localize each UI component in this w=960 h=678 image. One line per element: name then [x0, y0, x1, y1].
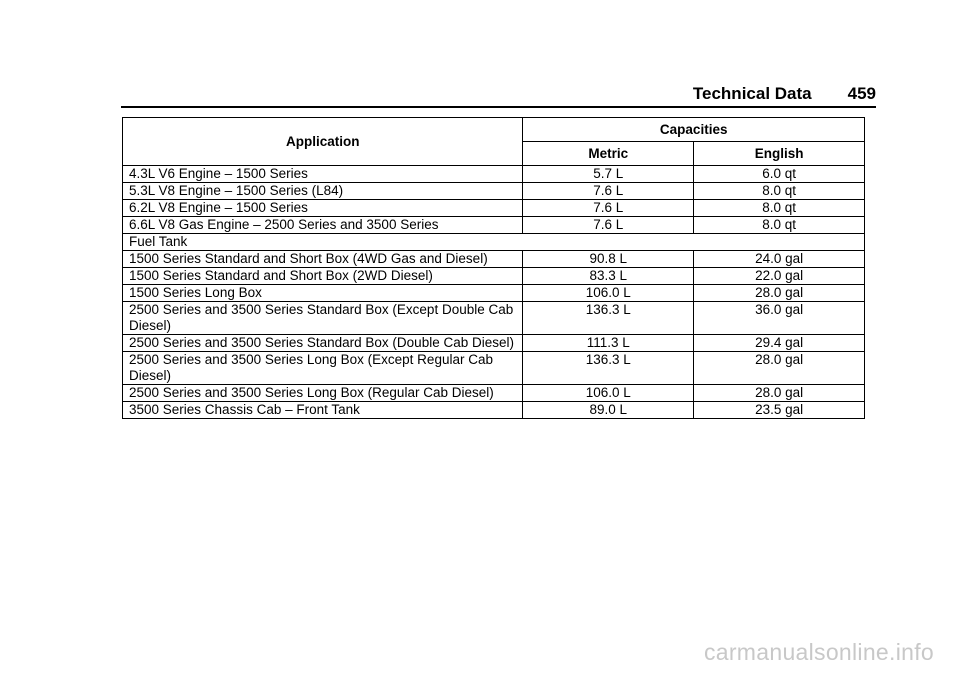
application-cell: 5.3L V8 Engine – 1500 Series (L84): [123, 183, 523, 200]
application-cell: 6.6L V8 Gas Engine – 2500 Series and 3500 Series: [123, 217, 523, 234]
table-row: [123, 352, 865, 385]
english-cell: 22.0 gal: [694, 268, 865, 285]
metric-cell: 90.8 L: [523, 251, 694, 268]
metric-cell: 7.6 L: [523, 183, 694, 200]
application-cell: 1500 Series Long Box: [123, 285, 523, 302]
table-row: [123, 285, 865, 302]
english-cell: 24.0 gal: [694, 251, 865, 268]
table-row: [123, 385, 865, 402]
application-cell: 1500 Series Standard and Short Box (2WD Diesel): [123, 268, 523, 285]
english-cell: 28.0 gal: [694, 352, 865, 385]
metric-cell: 136.3 L: [523, 352, 694, 385]
metric-cell: 111.3 L: [523, 335, 694, 352]
metric-cell: 83.3 L: [523, 268, 694, 285]
metric-cell: 7.6 L: [523, 217, 694, 234]
page-header: [121, 82, 876, 108]
table-row: [123, 217, 865, 234]
metric-cell: 106.0 L: [523, 385, 694, 402]
header-capacities: Capacities: [523, 118, 865, 142]
table-row: [123, 183, 865, 200]
application-cell: 2500 Series and 3500 Series Standard Box (Except Double Cab Diesel): [123, 302, 523, 335]
section-title: Technical Data: [692, 84, 812, 103]
page-number: 459: [847, 84, 876, 103]
metric-cell: 7.6 L: [523, 200, 694, 217]
english-cell: 29.4 gal: [694, 335, 865, 352]
capacities-table: [122, 117, 865, 419]
header-english: English: [694, 142, 865, 166]
metric-cell: 106.0 L: [523, 285, 694, 302]
english-cell: 8.0 qt: [694, 183, 865, 200]
metric-cell: 136.3 L: [523, 302, 694, 335]
watermark: carmanualsonline.info: [703, 639, 934, 665]
metric-cell: 5.7 L: [523, 166, 694, 183]
english-cell: 6.0 qt: [694, 166, 865, 183]
fuel-tank-group-label: Fuel Tank: [123, 234, 865, 251]
header-application: Application: [123, 118, 523, 166]
english-cell: 23.5 gal: [694, 402, 865, 419]
english-cell: 36.0 gal: [694, 302, 865, 335]
english-cell: 28.0 gal: [694, 385, 865, 402]
application-cell: 3500 Series Chassis Cab – Front Tank: [123, 402, 523, 419]
table-row: [123, 200, 865, 217]
english-cell: 8.0 qt: [694, 200, 865, 217]
application-cell: 6.2L V8 Engine – 1500 Series: [123, 200, 523, 217]
table-row: [123, 402, 865, 419]
application-cell: 2500 Series and 3500 Series Long Box (Except Regular Cab Diesel): [123, 352, 523, 385]
application-cell: 2500 Series and 3500 Series Standard Box (Double Cab Diesel): [123, 335, 523, 352]
english-cell: 8.0 qt: [694, 217, 865, 234]
table-row: [123, 251, 865, 268]
table-row: [123, 166, 865, 183]
group-row: [123, 234, 865, 251]
metric-cell: 89.0 L: [523, 402, 694, 419]
english-cell: 28.0 gal: [694, 285, 865, 302]
header-metric: Metric: [523, 142, 694, 166]
table-row: [123, 302, 865, 335]
application-cell: 2500 Series and 3500 Series Long Box (Regular Cab Diesel): [123, 385, 523, 402]
table-row: [123, 335, 865, 352]
application-cell: 1500 Series Standard and Short Box (4WD Gas and Diesel): [123, 251, 523, 268]
table-row: [123, 268, 865, 285]
application-cell: 4.3L V6 Engine – 1500 Series: [123, 166, 523, 183]
